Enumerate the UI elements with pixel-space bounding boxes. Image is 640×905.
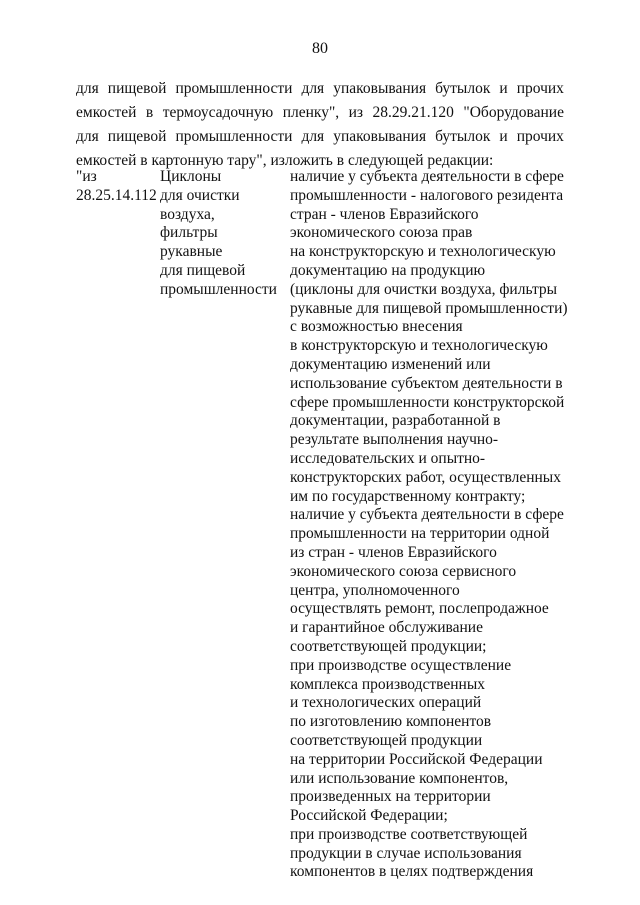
- requirement-line: или использование компонентов,: [290, 769, 509, 787]
- requirement-line: использование субъектом деятельности в: [290, 374, 563, 392]
- requirement-line: на территории Российской Федерации: [290, 750, 543, 768]
- requirement-line: результате выполнения научно-: [290, 431, 499, 449]
- requirement-line: и гарантийное обслуживание: [290, 619, 483, 637]
- intro-word: бутылок: [435, 128, 491, 145]
- intro-word: 28.29.21.120: [372, 104, 454, 121]
- requirement-line: промышленности - налогового резидента: [290, 186, 564, 204]
- requirement-line: из стран - членов Евразийского: [290, 543, 497, 561]
- requirement-line: наличие у субъекта деятельности в сфере: [290, 168, 564, 185]
- requirement-line: продукции в случае использования: [290, 844, 522, 862]
- requirement-line: промышленности на территории одной: [290, 525, 550, 543]
- page-number: 80: [312, 40, 328, 57]
- requirement-line: на конструкторскую и технологическую: [290, 243, 556, 261]
- intro-word: прочих: [516, 80, 564, 97]
- requirement-line: при производстве соответствующей: [290, 825, 528, 843]
- requirement-line: рукавные для пищевой промышленности): [290, 299, 568, 317]
- intro-word: для: [76, 80, 99, 97]
- intro-line: [76, 125, 564, 149]
- requirement-line: произведенных на территории: [290, 788, 491, 806]
- requirement-line: стран - членов Евразийского: [290, 205, 479, 223]
- intro-word: из: [348, 104, 364, 121]
- requirement-line: экономического союза прав: [290, 224, 473, 242]
- product-code-column: [76, 168, 158, 206]
- requirement-line: с возможностью внесения: [290, 318, 463, 336]
- requirement-line: (циклоны для очистки воздуха, фильтры: [290, 280, 558, 298]
- intro-word: прочих: [516, 128, 564, 145]
- intro-word: бутылок: [435, 80, 491, 97]
- requirement-line: и технологических операций: [290, 694, 482, 712]
- product-name-line: Циклоны: [160, 168, 222, 185]
- intro-word: для: [76, 128, 99, 145]
- intro-word: емкостей: [76, 104, 137, 121]
- requirement-line: сфере промышленности конструкторской: [290, 393, 565, 411]
- requirement-line: документацию изменений или: [290, 355, 491, 373]
- requirement-line: экономического союза сервисного: [290, 562, 517, 580]
- intro-word: упаковывания: [333, 80, 427, 97]
- requirement-line: при производстве осуществление: [290, 656, 512, 674]
- product-name-line: фильтры: [160, 224, 218, 242]
- intro-word: и: [499, 80, 508, 97]
- product-code-line: "из: [76, 168, 97, 185]
- product-name-line: для очистки: [160, 186, 240, 204]
- product-code-line: 28.25.14.112: [76, 186, 157, 204]
- requirement-line: по изготовлению компонентов: [290, 713, 492, 731]
- intro-word: емкостей в картонную тару", изложить в следующей редакции:: [76, 152, 494, 169]
- intro-word: промышленности: [175, 128, 293, 145]
- product-name-column: [160, 168, 280, 300]
- requirement-line: соответствующей продукции: [290, 731, 483, 749]
- requirements-column: [290, 168, 570, 882]
- intro-word: термоусадочную: [162, 104, 274, 121]
- intro-line: [76, 101, 564, 125]
- intro-word: для: [301, 80, 325, 97]
- requirement-line: им по государственному контракту;: [290, 487, 526, 505]
- requirement-line: Российской Федерации;: [290, 807, 448, 825]
- requirement-line: соответствующей продукции;: [290, 637, 487, 655]
- intro-word: пищевой: [107, 80, 167, 97]
- intro-word: промышленности: [175, 80, 293, 97]
- requirement-line: центра, уполномоченного: [290, 581, 460, 599]
- product-name-line: промышленности: [160, 280, 277, 298]
- intro-line: [76, 77, 564, 101]
- intro-paragraph: [76, 77, 564, 173]
- requirement-line: исследовательских и опытно-: [290, 449, 486, 467]
- product-name-line: рукавные: [160, 243, 223, 261]
- product-name-line: воздуха,: [160, 205, 215, 223]
- requirement-line: комплекса производственных: [290, 675, 486, 693]
- requirement-line: документации, разработанной в: [290, 412, 501, 430]
- intro-word: пленку",: [282, 104, 340, 121]
- requirement-line: осуществлять ремонт, послепродажное: [290, 600, 549, 618]
- requirement-line: конструкторских работ, осуществленных: [290, 468, 561, 486]
- intro-word: пищевой: [107, 128, 167, 145]
- intro-word: для: [301, 128, 325, 145]
- requirement-line: наличие у субъекта деятельности в сфере: [290, 506, 564, 524]
- requirement-line: документацию на продукцию: [290, 261, 486, 279]
- intro-word: в: [145, 104, 154, 121]
- requirement-line: в конструкторскую и технологическую: [290, 337, 548, 355]
- product-name-line: для пищевой: [160, 261, 246, 279]
- requirement-line: компонентов в целях подтверждения: [290, 863, 534, 881]
- intro-word: "Оборудование: [463, 104, 564, 121]
- intro-word: и: [499, 128, 508, 145]
- intro-word: упаковывания: [333, 128, 427, 145]
